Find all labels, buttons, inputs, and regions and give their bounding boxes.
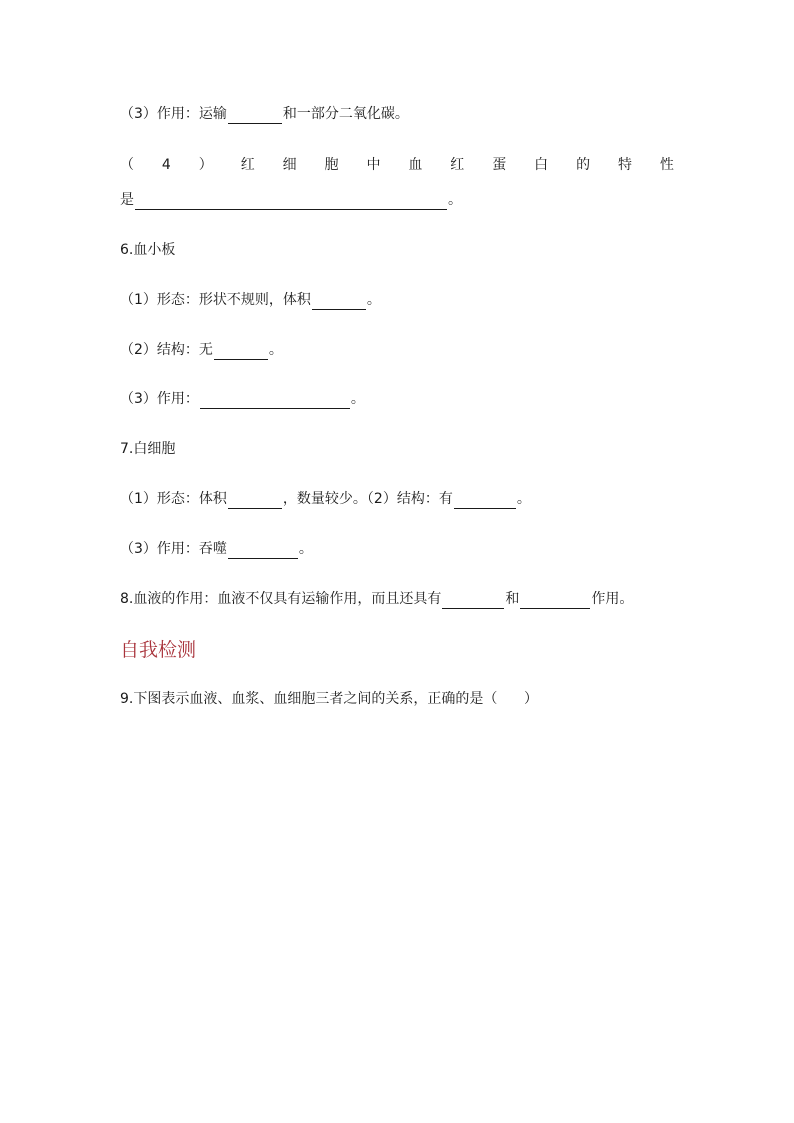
- wbc-structure-blank[interactable]: [454, 493, 516, 509]
- self-test-heading: 自我检测: [120, 639, 197, 661]
- q4-char: 白: [534, 157, 549, 173]
- blood-function-blank-1[interactable]: [442, 593, 504, 609]
- rbc-function-line: [120, 104, 409, 124]
- q4-char: 特: [617, 157, 632, 173]
- q4-char: 蛋: [492, 157, 507, 173]
- rbc-hemoglobin-blank[interactable]: [135, 194, 447, 210]
- rbc-hemoglobin-line1: [120, 155, 674, 175]
- wbc-function-line: [120, 539, 313, 559]
- q4-char: （: [120, 157, 134, 173]
- q4-char: 4: [161, 157, 171, 173]
- wbc-shape-prefix: （1）形态：体积: [120, 491, 227, 507]
- platelet-title-text: 6.血小板: [120, 242, 176, 258]
- blood-function-prefix: 8.血液的作用：血液不仅具有运输作用，而且还具有: [120, 591, 442, 607]
- rbc-hemoglobin-line2: [120, 190, 462, 210]
- wbc-shape-blank[interactable]: [228, 493, 282, 509]
- platelet-shape-line: [120, 290, 381, 310]
- platelet-title: [120, 240, 175, 260]
- platelet-function-blank[interactable]: [200, 393, 350, 409]
- blood-function-line: [120, 589, 633, 609]
- blood-function-mid: 和: [505, 591, 520, 607]
- q4-line2-prefix: 是: [120, 192, 134, 208]
- q4-char: 胞: [324, 157, 339, 173]
- q4-char: 细: [282, 157, 297, 173]
- wbc-function-suffix: 。: [298, 541, 313, 557]
- platelet-structure-blank[interactable]: [214, 344, 268, 360]
- q4-char: ）: [198, 157, 213, 173]
- wbc-function-prefix: （3）作用：吞噬: [120, 541, 227, 557]
- platelet-structure-suffix: 。: [268, 342, 283, 358]
- wbc-title-text: 7.白细胞: [120, 441, 176, 457]
- q4-line2-suffix: 。: [448, 192, 462, 208]
- q4-char: 性: [659, 157, 674, 173]
- platelet-function-suffix: 。: [350, 391, 365, 407]
- question-9-text: 9.下图表示血液、血浆、血细胞三者之间的关系，正确的是（ ）: [120, 691, 539, 707]
- blood-function-suffix: 作用。: [591, 591, 634, 607]
- platelet-shape-prefix: （1）形态：形状不规则，体积: [120, 292, 311, 308]
- rbc-function-suffix: 和一部分二氧化碳。: [282, 106, 409, 122]
- q4-char: 红: [240, 157, 255, 173]
- platelet-function-line: [120, 389, 365, 409]
- wbc-shape-mid: ，数量较少。（2）结构：有: [282, 491, 453, 507]
- platelet-shape-suffix: 。: [366, 292, 381, 308]
- rbc-function-blank[interactable]: [228, 108, 282, 124]
- q4-char: 血: [408, 157, 423, 173]
- question-9-line: [120, 689, 538, 709]
- q4-char: 的: [576, 157, 591, 173]
- wbc-function-blank[interactable]: [228, 543, 298, 559]
- q4-char: 中: [366, 157, 381, 173]
- platelet-structure-line: [120, 340, 283, 360]
- wbc-title: [120, 439, 175, 459]
- platelet-structure-prefix: （2）结构：无: [120, 342, 213, 358]
- rbc-function-prefix: （3）作用：运输: [120, 106, 227, 122]
- blood-function-blank-2[interactable]: [520, 593, 590, 609]
- q4-char: 红: [450, 157, 465, 173]
- wbc-shape-suffix: 。: [516, 491, 531, 507]
- wbc-shape-line: [120, 489, 531, 509]
- platelet-shape-blank[interactable]: [312, 294, 366, 310]
- platelet-function-prefix: （3）作用：: [120, 391, 199, 407]
